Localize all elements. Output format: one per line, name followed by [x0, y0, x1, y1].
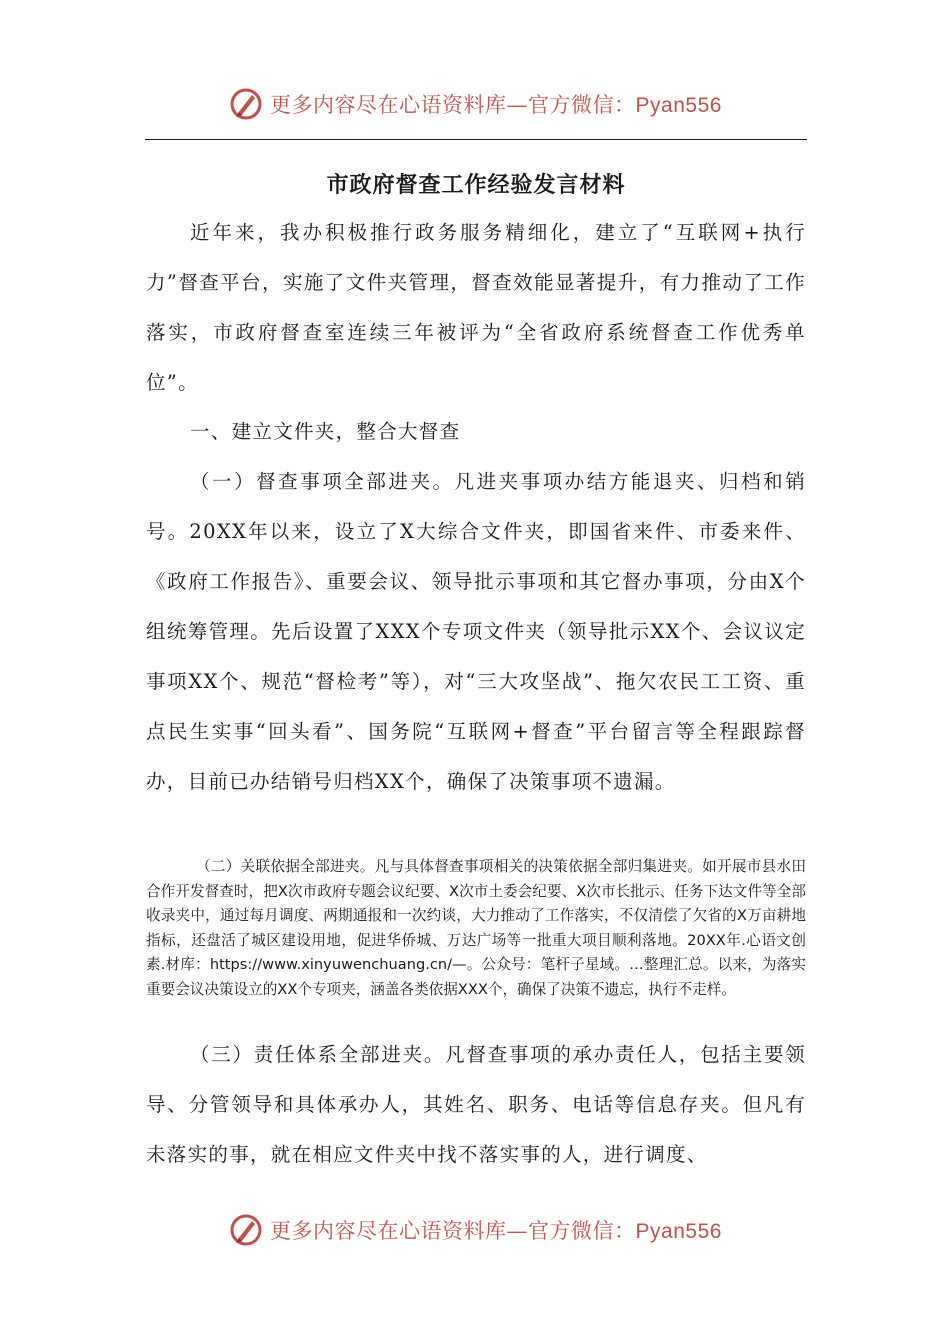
intro-paragraph: 近年来，我办积极推行政务服务精细化，建立了“互联网+执行力”督查平台，实施了文件夹管理，督查效能显著提升，有力推动了工作落实，市政府督查室连续三年被评为“全省政府系统督查工作优秀单位”。 [146, 221, 806, 394]
header-banner-text: 更多内容尽在心语资料库—官方微信：Pyan556 [270, 93, 722, 117]
footer-banner-text: 更多内容尽在心语资料库—官方微信：Pyan556 [270, 1219, 722, 1243]
pen-circle-logo-icon [228, 1212, 264, 1248]
section-heading-1: 一、建立文件夹，整合大督查 [190, 420, 461, 443]
document-title: 市政府督查工作经验发言材料 [326, 172, 626, 198]
section-1-paragraph: （一）督查事项全部进夹。凡进夹事项办结方能退夹、归档和销号。20XX年以来，设立了X大综合文件夹，即国省来件、市委来件、《政府工作报告》、重要会议、领导批示事项和其它督办事项，分由X个组统筹管理。先后设置了XXX个专项文件夹（领导批示XX个、会议议定事项XX个、规范“督检考”等），对“三大攻坚战”、拖欠农民工工资、重点民生实事“回头看”、国务院“互联网+督查”平台留言等全程跟踪督办，目前已办结销号归档XX个，确保了决策事项不遗漏。 [146, 470, 806, 793]
header-banner [0, 84, 950, 124]
section-3-paragraph: （三）责任体系全部进夹。凡督查事项的承办责任人，包括主要领导、分管领导和具体承办人，其姓名、职务、电话等信息存夹。但凡有未落实的事，就在相应文件夹中找不落实事的人，进行调度、 [146, 1043, 806, 1166]
footer-banner [0, 1210, 950, 1250]
header-divider [145, 139, 807, 140]
pen-circle-logo-icon [228, 86, 264, 122]
section-2-paragraph: （二）关联依据全部进夹。凡与具体督查事项相关的决策依据全部归集进夹。如开展市县水田合作开发督查时，把X次市政府专题会议纪要、X次市土委会纪要、X次市长批示、任务下达文件等全部收录夹中，通过每月调度、两期通报和一次约谈，大力推动了工作落实，不仅清偿了欠省的X万亩耕地指标，还盘活了城区建设用地，促进华侨城、万达广场等一批重大项目顺利落地。20XX年.心语文创素.材库：https://www.xinyuwenchuang.cn/—。公众号：笔杆子星域。…整理汇总。以来，为落实重要会议决策设立的XX个专项夹，涵盖各类依据XXX个，确保了决策不遗忘，执行不走样。 [146, 858, 806, 998]
